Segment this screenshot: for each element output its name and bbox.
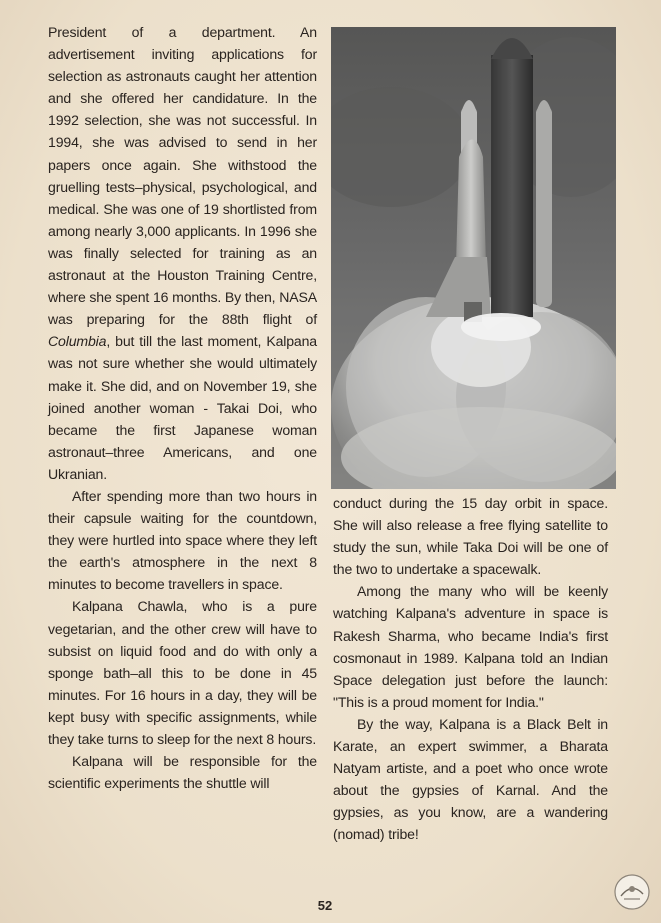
left-column bbox=[48, 21, 317, 794]
paragraph: By the way, Kalpana is a Black Belt in Karate, an expert swimmer, a Bharata Natyam artiste, and a poet who once wrote about the gypsies of Karnal. And the gypsies, as you know, are a wandering (nomad) tribe! bbox=[333, 715, 608, 843]
paragraph: Among the many who will be keenly watching Kalpana's adventure in space is Rakesh Sharma, who became India's first cosmonaut in 1989. Kalpana told an Indian Space delegation just before the launch: "This is a proud moment for India." bbox=[333, 583, 608, 710]
right-column bbox=[333, 492, 608, 846]
shuttle-launch-photo bbox=[331, 27, 616, 489]
paragraph: After spending more than two hours in their capsule waiting for the countdown, they were hurtled into space where they left the earth's atmosphere in the next 8 minutes to become travellers in space. bbox=[48, 487, 317, 593]
paragraph: Kalpana Chawla, who is a pure vegetarian, and the other crew will have to subsist on liquid food and do with only a sponge bath–all this to be done in 45 minutes. For 16 hours in a day, they will be kept busy with specific assignments, while they take turns to sleep for the next 8 hours. bbox=[48, 598, 317, 747]
shuttle-launch-image bbox=[331, 27, 616, 489]
paragraph: Kalpana will be responsible for the scientific experiments the shuttle will bbox=[48, 753, 317, 792]
paragraph: President of a department. An advertisement inviting applications for selection as astronauts caught her attention and she offered her candidature. In the 1992 selection, she was not successful. In 1994, she was advised to send in her papers once again. She withstood the gruelling tests–physical, psychological, and medical. She was one of 19 shortlisted from among nearly 3,000 applicants. In 1996 she was finally selected for training as an astronaut at the Houston Training Centre, where she spent 16 months. By then, NASA was preparing for the 88th flight of Columbia, but till the last moment, Kalpana was not sure whether she would ultimately make it. She did, and on November 19, she joined another woman - Takai Doi, who became the first Japanese woman astronaut–three Americans, and one Ukranian. bbox=[48, 24, 317, 482]
paragraph: conduct during the 15 day orbit in space. She will also release a free flying satellite to study the sun, while Taka Doi will be one of the two to undertake a spacewalk. bbox=[333, 495, 608, 578]
page-number: 52 bbox=[317, 898, 333, 913]
publisher-logo-icon bbox=[612, 872, 652, 912]
